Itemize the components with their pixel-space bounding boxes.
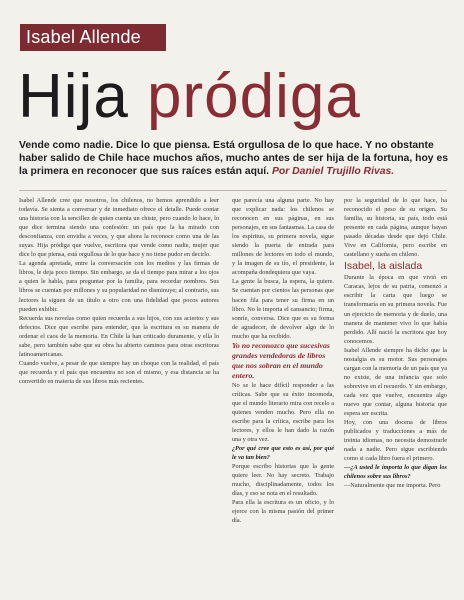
- paragraph: por la seguridad de lo que hace, ha reconocido el peso de su origen. Su familia, su historia, su país, todo está presente en cada página, aunque hayan pasado décadas desde que dejó Chile. Vive en California, pero escribe en castellano y sueña en chileno.: [344, 197, 447, 259]
- interview-question: —¿A usted le importa lo que digan los chilenos sobre sus libros?: [344, 464, 447, 481]
- divider-rule: [19, 190, 447, 191]
- headline-word-2: pródiga: [147, 62, 361, 131]
- paragraph: No se le hace difícil responder a las críticas. Sabe que su éxito incomoda, que el mundo literario mira con recelo a quienes venden mucho. Pero ella no escribe para la crítica, escribe para los lectores, y ellos le han dado la razón una y otra vez.: [232, 381, 334, 444]
- paragraph: Para ella la escritura es un oficio, y lo ejerce con la misma pasión del primer día.: [232, 499, 334, 525]
- section-subhead: Isabel, la aislada: [344, 260, 423, 273]
- paragraph: La gente la busca, la espera, la quiere. Se cuentan por cientos las personas que hacen fila para tener su firma en un libro. No le importa el cansancio; firma, sonríe, conversa. Dice que es su forma de agradecer, de devolver algo de lo mucho que ha recibido.: [232, 278, 334, 340]
- paragraph: Isabel Allende cree que nosotros, los chilenos, no hemos aprendido a leer todavía. Se sienta a conversar y de inmediato ofrece el detalle. Puede contar una historia con la sencillez de quien cuenta un chiste, pero cuando lo hace, lo que dice termina siendo una confesión: un país que la ha mirado con desconfianza, con envidia a veces, y que ahora la reconoce como una de las suyas. Hija pródiga que vuelve, escritora que vende como nadie, mujer que dice lo que piensa, está orgullosa de lo que hace y no tiene pudor en decirlo.: [19, 197, 219, 259]
- article-column-left: [19, 196, 219, 586]
- paragraph: Porque escribo historias que la gente quiere leer. No hay secreto. Trabajo mucho, disciplinadamente, todos los días, y eso se nota en el resultado.: [232, 463, 334, 498]
- paragraph: Recuerda sus novelas como quien recuerda a sus hijos, con sus aciertos y sus defectos. Dice que escribe para entender, que la escritura es su manera de ordenar el caos de la memoria. En Chile la han criticado duramente, y ella lo sabe, pero también sabe que su obra ha abierto caminos para otras escritoras latinoamericanas.: [19, 314, 219, 358]
- paragraph: Isabel Allende siempre ha dicho que la nostalgia es su motor. Sus personajes cargan con la memoria de un país que ya no existe, de una infancia que solo sobrevive en el recuerdo. Y sin embargo, cada vez que vuelve, encuentra algo nuevo que contar, alguna historia que espera ser escrita.: [344, 346, 447, 418]
- article-column-middle: [232, 196, 334, 586]
- article-column-right: [344, 196, 447, 586]
- paragraph: que parecía una alguna parte. No hay que explicar nada: los chilenos se reconocen en sus páginas, en sus personajes, en sus fantasmas. La casa de los espíritus, su primera novela, sigue siendo la puerta de entrada para millones de lectores en todo el mundo, y la imagen de su tío, el presidente, la acompaña dondequiera que vaya.: [232, 197, 334, 277]
- paragraph: —Naturalmente que me importa. Pero: [344, 482, 441, 490]
- article-deck: [19, 140, 451, 178]
- pull-quote: Yo no reconozco que sucesivas grandes vendedoras de libros que nos sobran en el mundo entero.: [232, 340, 330, 380]
- byline: Por Daniel Trujillo Rivas.: [271, 165, 395, 177]
- interview-question: ¿Por qué cree que esto es así, por qué le va tan bien?: [232, 445, 334, 462]
- paragraph: Durante la época en que vivió en Caracas, lejos de su patria, comenzó a escribir la carta que luego se transformaría en su primera novela. Fue un ejercicio de memoria y de duelo, una manera de mantener vivo lo que había perdido. Allí nació la escritora que hoy conocemos.: [344, 274, 447, 345]
- deck-text: Vende como nadie. Dice lo que piensa. Está orgullosa de lo que hace. Y no obstante haber salido de Chile hace muchos años, mucho antes de ser hija de la fortuna, hoy es la primera en reconocer que sus raíces están aquí.: [19, 140, 449, 177]
- article-headline: [18, 58, 361, 136]
- paragraph: La agenda apretada, entre la conversación con los medios y las firmas de libros, le deja poco tiempo. Sin embargo, se da el tiempo para mirar a los ojos a quien le habla, para preguntar por la familia, para recordar nombres. Sus libros se cuentan por millones y su popularidad no disminuye; al contrario, sus lectores la siguen de un título a otro con una fidelidad que pocos autores pueden exhibir.: [19, 260, 219, 313]
- paragraph: Cuando vuelve, a pesar de que siempre hay un choque con la realidad, el país que recuerda y el país que encuentra no son el mismo, y esa distancia se ha convertido en materia de sus libros más recientes.: [19, 359, 219, 385]
- headline-word-1: Hija: [18, 62, 148, 131]
- paragraph: Hoy, con una docena de libros publicados y traducciones a más de treinta idiomas, no necesita demostrarle nada a nadie. Pero sigue escribiendo como si cada libro fuera el primero.: [344, 419, 447, 463]
- author-name: Isabel Allende: [26, 27, 141, 47]
